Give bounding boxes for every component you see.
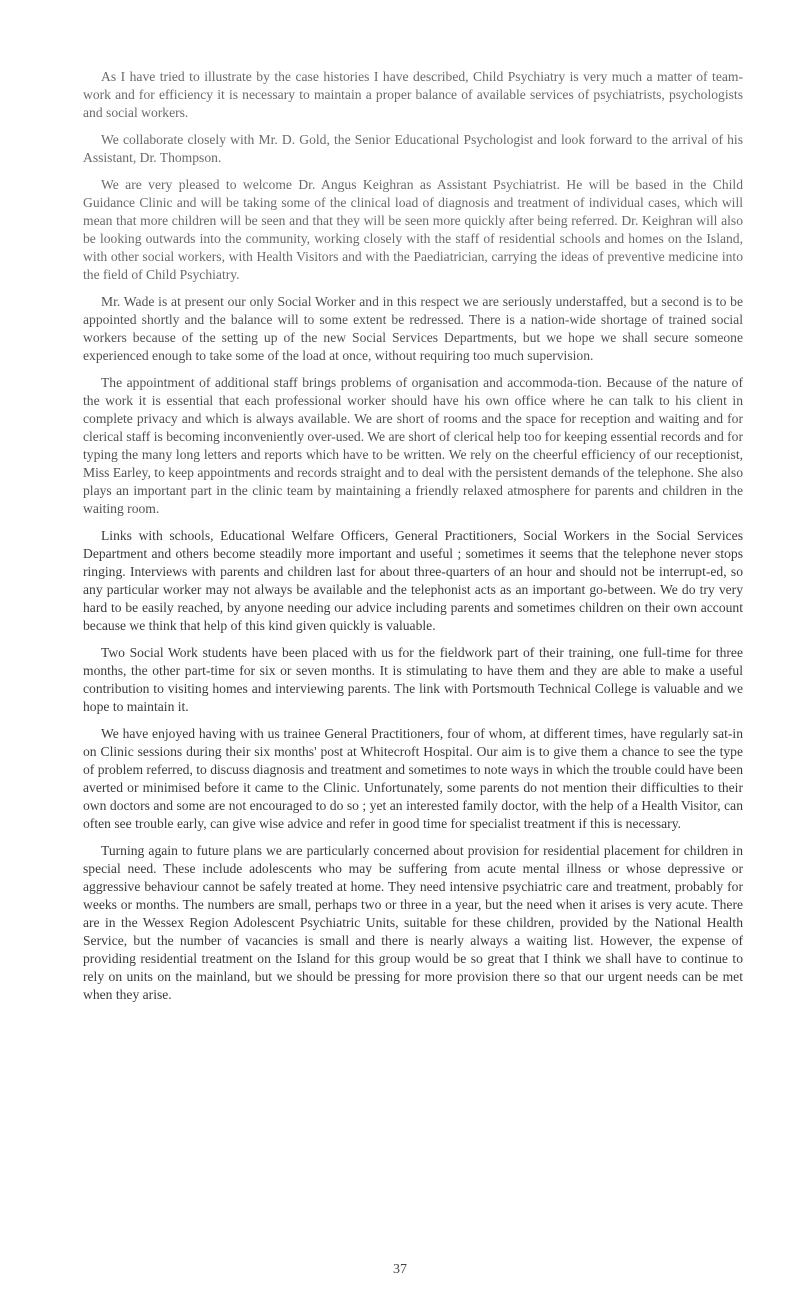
- paragraph-social-work-students: Two Social Work students have been placed with us for the fieldwork part of their training, one full-time for three months, the other part-time for six or seven months. It is stimulating to have them and they are able to make a useful contribution to visiting homes and interviewing parents. The link with Portsmouth Technical College is valuable and we hope to maintain it.: [83, 645, 743, 714]
- paragraph-future-plans: Turning again to future plans we are particularly concerned about provision for residential placement for children in special need. These include adolescents who may be suffering from acute mental illness or whose depressive or aggressive behaviour cannot be safely treated at home. They need intensive psychiatric care and treatment, probably for weeks or months. The numbers are small, perhaps two or three in a year, but the need when it arises is very acute. There are in the Wessex Region Adolescent Psychiatric Units, suitable for these children, provided by the National Health Service, but the number of vacancies is small and there is nearly always a waiting list. However, the expense of providing residential treatment on the Island for this group would be so great that I think we shall have to continue to rely on units on the mainland, but we should be pressing for more provision there so that our urgent needs can be met when they arise.: [83, 843, 743, 1002]
- page-number: 37: [393, 1262, 407, 1277]
- paragraph-trainee-practitioners: We have enjoyed having with us trainee General Practitioners, four of whom, at different times, have regularly sat-in on Clinic sessions during their six months' post at Whitecroft Hospital. Our aim is to give them a chance to see the type of problem referred, to discuss diagnosis and treatment and sometimes to note ways in which the trouble could have been averted or minimised before it came to the Clinic. Unfortunately, some parents do not mention their difficulties to their own doctors and some are not encouraged to do so ; yet an interested family doctor, with the help of a Health Visitor, can often see trouble early, can give wise advice and refer in good time for specialist treatment if this is necessary.: [83, 726, 743, 831]
- paragraph-links-with-schools: Links with schools, Educational Welfare Officers, General Practitioners, Social Workers in the Social Services Department and others become steadily more important and useful ; sometimes it seems that the telephone never stops ringing. Interviews with parents and children last for about three-quarters of an hour and should not be interrupt-ed, so any particular worker may not always be available and the telephonist acts as an important go-between. We do try very hard to be easily reached, by anyone needing our advice including parents and sometimes children on their own account because we think that help of this kind given quickly is valuable.: [83, 528, 743, 633]
- paragraph-educational-psychologist: We collaborate closely with Mr. D. Gold, the Senior Educational Psychologist and look forward to the arrival of his Assistant, Dr. Thompson.: [83, 132, 743, 165]
- paragraph-social-worker: Mr. Wade is at present our only Social Worker and in this respect we are seriously understaffed, but a second is to be appointed shortly and the balance will to some extent be redressed. There is a nation-wide shortage of trained social workers because of the setting up of the new Social Services Departments, but we hope we shall secure someone experienced enough to take some of the load at once, without requiring too much supervision.: [83, 294, 743, 363]
- paragraph-assistant-psychiatrist: We are very pleased to welcome Dr. Angus Keighran as Assistant Psychiatrist. He will be based in the Child Guidance Clinic and will be taking some of the clinical load of diagnosis and treatment of individual cases, which will mean that more children will be seen and that they will be seen more quickly after being referred. Dr. Keighran will also be looking outwards into the community, working closely with the staff of residential schools and homes on the Island, with other social workers, with Health Visitors and with the Paediatrician, carrying the ideas of preventive medicine into the field of Child Psychiatry.: [83, 177, 743, 282]
- paragraph-staff-accommodation: The appointment of additional staff brings problems of organisation and accommoda-tion. Because of the nature of the work it is essential that each professional worker should have his own office where he can talk to his client in complete privacy and which is always available. We are short of rooms and the space for reception and waiting and for clerical staff is becoming inconveniently over-used. We are short of clerical help too for keeping essential records and for typing the many long letters and reports which have to be written. We rely on the cheerful efficiency of our receptionist, Miss Earley, to keep appointments and records straight and to deal with the persistent demands of the telephone. She also plays an important part in the clinic team by maintaining a friendly relaxed atmosphere for parents and children in the waiting room.: [83, 375, 743, 516]
- paragraph-team-work: As I have tried to illustrate by the case histories I have described, Child Psychiatry is very much a matter of team-work and for efficiency it is necessary to maintain a proper balance of available services of psychiatrists, psychologists and social workers.: [83, 69, 743, 120]
- document-body: [83, 68, 743, 1013]
